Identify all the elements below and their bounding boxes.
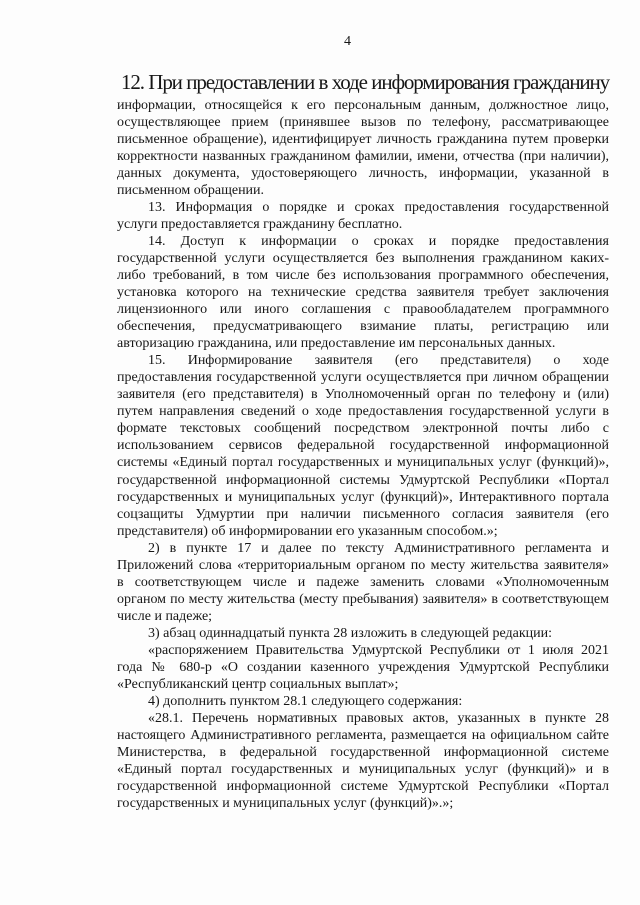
text-line: 2) в пункте 17 и далее по тексту Административного регламента и: [148, 540, 609, 556]
text-line: года № 680-р «О создании казенного учреждения Удмуртской Республики: [117, 660, 609, 676]
quoted-text-paragraph-28: [117, 642, 609, 693]
text-line: данных документа, удостоверяющего личность, информации, указанной в: [117, 165, 609, 181]
text-line: органом по месту жительства (месту пребывания) заявителя» в соответствующем: [117, 591, 609, 607]
paragraph-12: [117, 70, 609, 199]
text-line: «Республиканский центр социальных выплат»;: [117, 677, 399, 693]
text-line: 3) абзац одиннадцатый пункта 28 изложить в следующей редакции:: [148, 625, 553, 641]
text-line: соцзащиты Удмуртии при наличии письменного согласия заявителя (его: [117, 506, 609, 522]
text-line: осуществляющее прием (принявшее вызов по телефону, рассматривающее: [117, 114, 609, 130]
paragraph-15: [117, 352, 609, 540]
text-line: услуги предоставляется гражданину бесплатно.: [117, 216, 403, 232]
text-line: «28.1. Перечень нормативных правовых актов, указанных в пункте 28: [148, 711, 609, 727]
paragraph-28-1: [117, 710, 609, 812]
text-line-lead: 12. При предоставлении в ходе информирования гражданину: [121, 70, 609, 94]
text-line: 14. Доступ к информации о сроках и порядке предоставления: [148, 233, 609, 249]
text-line: представителя) об информировании его указанным способом.»;: [117, 523, 498, 539]
text-line: в соответствующем числе и падеже заменить словами «Уполномоченным: [117, 574, 609, 590]
text-line: настоящего Административного регламента, размещается на официальном сайте: [117, 728, 609, 744]
text-line: числе и падеже;: [117, 608, 213, 624]
text-line: установка которого на технические средства заявителя требует заключения: [117, 285, 609, 301]
text-line: обеспечения, предусматривающего взимание платы, регистрацию или: [117, 319, 609, 335]
text-line: «Единый портал государственных и муниципальных услуг (функций)» и в: [117, 762, 609, 778]
text-line: использованием сервисов федеральной государственной информационной: [117, 438, 609, 454]
text-line: формате текстовых сообщений посредством электронной почты либо с: [117, 421, 609, 437]
text-line: системы «Единый портал государственных и муниципальных услуг (функций)»,: [117, 455, 609, 471]
text-line: предоставления государственной услуги осуществляется при личном обращении: [117, 370, 609, 386]
text-line: государственной услуги осуществляется без выполнения гражданином каких-: [117, 250, 609, 266]
text-line: 13. Информация о порядке и сроках предоставления государственной: [148, 199, 609, 215]
paragraph-13: [117, 199, 609, 233]
text-line: заявителя (его представителя) в Уполномоченный орган по телефону и (или): [117, 387, 609, 403]
text-line: Министерства, в федеральной государственной информационной системе: [117, 745, 609, 761]
text-line: 15. Информирование заявителя (его представителя) о ходе: [148, 353, 609, 369]
page-number: 4: [344, 34, 351, 49]
document-body: [117, 70, 609, 812]
text-line: письменном обращении.: [117, 182, 265, 198]
text-line: либо требований, в том числе без использования программного обеспечения,: [117, 267, 609, 283]
text-line: лицензионного или иного соглашения с правообладателем программного: [117, 302, 609, 318]
text-line: письменное обращение), идентифицирует личность гражданина путем проверки: [117, 131, 609, 147]
text-line: «распоряжением Правительства Удмуртской Республики от 1 июля 2021: [148, 643, 609, 658]
text-line: путем направления сведений о ходе предоставления государственной услуги в: [117, 404, 609, 420]
amendment-item-2: [117, 540, 609, 625]
text-line: государственной информационной системы Удмуртской Республики «Портал: [117, 472, 609, 488]
text-line: государственной информационной системе Удмуртской Республики «Портал: [117, 779, 609, 795]
text-line: информации, относящейся к его персональным данным, должностное лицо,: [117, 97, 609, 113]
text-line: государственных и муниципальных услуг (функций)».»;: [117, 796, 454, 812]
text-line: Приложений слова «территориальным органом по месту жительства заявителя»: [117, 557, 609, 573]
text-line: авторизацию гражданина, или предоставление им персональных данных.: [117, 336, 556, 352]
amendment-item-4: [117, 693, 609, 710]
paragraph-14: [117, 233, 609, 352]
text-line: государственных и муниципальных услуг (функций)», Интерактивного портала: [117, 489, 609, 505]
text-line: 4) дополнить пунктом 28.1 следующего содержания:: [148, 694, 463, 710]
text-line: корректности названных гражданином фамилии, имени, отчества (при наличии),: [117, 148, 609, 164]
amendment-item-3: [117, 625, 609, 642]
